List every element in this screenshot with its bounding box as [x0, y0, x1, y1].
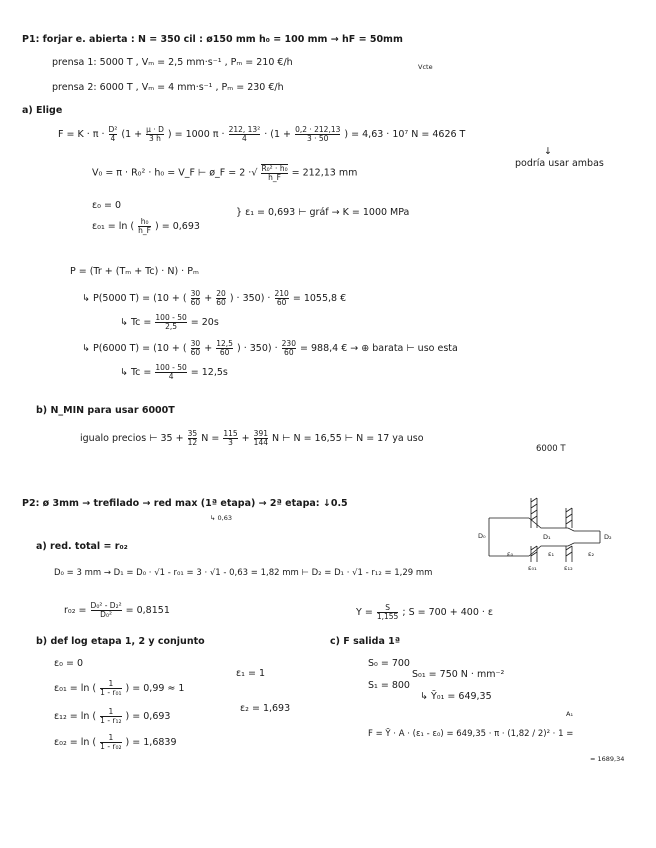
- p1-title: P1: forjar e. abierta : N = 350 cil : ø150 mm h₀ = 100 mm → hF = 50mm: [22, 34, 403, 45]
- diagram-d1-label: D₁: [543, 533, 551, 541]
- diagram-e12-label: ε₁₂: [564, 564, 573, 572]
- p2-b-e02: ε₀₂ = ln ( $\frac{1}{\text{1 - r₀₂}}$ ) = 1,6839: [54, 733, 177, 751]
- p1-price-5000: ↳ P(5000 T) = (10 + ( $\frac{30}{60}$ + $\frac{20}{60}$ ) · 350) · $\frac{210}{60}$ = 1055,8 €: [82, 289, 347, 307]
- p2-title-sub: ↳ 0,63: [210, 514, 232, 522]
- p1-b-equation: igualo precios ⊢ 35 + $\frac{35}{12}$ N = $\frac{115}{3}$ + $\frac{391}{144}$ N ⊢ N = 16,55 ⊢ N = 17 ya uso: [80, 429, 424, 447]
- p2-c-s1: S₁ = 800: [368, 680, 410, 691]
- p1-volume-formula: V₀ = π · R₀² · h₀ = V_F ⊢ ø_F = 2 ·√ $\frac{\text{R₀² · h₀}}{h\_F}$ = 212,13 mm: [92, 164, 358, 182]
- p2-c-s0: S₀ = 700: [368, 658, 410, 669]
- p1-force-formula: F = K · π · $\frac{\text{D²}}{4}$ (1 + $\frac{\mu \cdot D}{3 h}$ ) = 1000 π · $\frac{\text{212, 13²}}{4}$ · (1 + $\frac{0,2 \cdot 212,13}{3 \cdot 50}$ ) = 4,63 · 10⁷ N = 4626 T: [58, 125, 466, 143]
- p1-e01: ε₀₁ = ln ( $\frac{\text{h₀}}{h\_F}$ ) = 0,693: [92, 217, 200, 235]
- diagram-e0-label: ε₀: [507, 550, 514, 558]
- p2-c-force: F = Ȳ · A · (ε₁ - ε₀) = 649,35 · π · (1,82 / 2)² · 1 =: [368, 729, 574, 739]
- p1-price-formula: P = (Tr + (Tₘ + Tc) · N) · Pₘ: [70, 266, 199, 277]
- p2-a-label: a) red. total = r₀₂: [36, 541, 128, 552]
- p1-b-label: b) N_MIN para usar 6000T: [36, 405, 175, 416]
- p2-c-s01: S₀₁ = 750 N · mm⁻²: [412, 669, 505, 680]
- p2-b-e01: ε₀₁ = ln ( $\frac{1}{\text{1 - r₀₁}}$ ) = 0,99 ≈ 1: [54, 679, 185, 697]
- p2-b-e1: ε₁ = 1: [236, 668, 265, 679]
- p2-title: P2: ø 3mm → trefilado → red max (1ª etapa) → 2ª etapa: ↓0.5: [22, 498, 348, 509]
- p2-r02: r₀₂ = $\frac{\text{D₀² - D₂²}}{\text{D₀²}}$ = 0,8151: [64, 601, 170, 619]
- p1-a-label: a) Elige: [22, 105, 63, 116]
- p1-tc-6000: ↳ Tc = $\frac{100 - 50}{4}$ = 12,5s: [120, 363, 228, 381]
- p1-press2: prensa 2: 6000 T , Vₘ = 4 mm·s⁻¹ , Pₘ = 230 €/h: [52, 82, 284, 93]
- p2-b-e12: ε₁₂ = ln ( $\frac{1}{\text{1 - r₁₂}}$ ) = 0,693: [54, 707, 171, 725]
- p1-price-6000: ↳ P(6000 T) = (10 + ( $\frac{30}{60}$ + $\frac{12,5}{60}$ ) · 350) · $\frac{230}{60}$ = 988,4 € → ⊕ barata ⊢ uso esta: [82, 339, 458, 357]
- p1-strain-result: } ε₁ = 0,693 ⊢ gráf → K = 1000 MPa: [236, 207, 410, 218]
- p1-tc-5000: ↳ Tc = $\frac{100 - 50}{2,5}$ = 20s: [120, 313, 219, 331]
- p2-yield-formula: Y = $\frac{S}{1,155}$ ; S = 700 + 400 · ε: [356, 603, 494, 621]
- p1-force-arrow: ↓: [544, 146, 552, 157]
- p1-force-note: podría usar ambas: [515, 158, 604, 169]
- p1-b-result-6000: 6000 T: [536, 444, 566, 454]
- p1-press1: prensa 1: 5000 T , Vₘ = 2,5 mm·s⁻¹ , Pₘ = 210 €/h: [52, 57, 293, 68]
- diagram-d2-label: D₂: [604, 533, 612, 541]
- p2-c-a1: A₁: [566, 710, 574, 718]
- diagram-d0-label: D₀: [478, 532, 486, 540]
- p2-b-e0: ε₀ = 0: [54, 658, 83, 669]
- diagram-e01-label: ε₀₁: [528, 564, 537, 572]
- p2-b-e2: ε₂ = 1,693: [240, 703, 291, 714]
- p2-b-label: b) def log etapa 1, 2 y conjunto: [36, 636, 205, 647]
- p2-c-label: c) F salida 1ª: [330, 636, 401, 647]
- p2-c-result: = 1689,34: [590, 755, 625, 763]
- p1-e0: ε₀ = 0: [92, 200, 121, 211]
- p2-c-y01: ↳ Ȳ₀₁ = 649,35: [420, 691, 492, 702]
- p2-diameter-line: D₀ = 3 mm → D₁ = D₀ · √1 - r₀₁ = 3 · √1 - 0,63 = 1,82 mm ⊢ D₂ = D₁ · √1 - r₁₂ = 1,29 mm: [54, 568, 433, 578]
- diagram-e1-label: ε₁: [548, 550, 555, 558]
- diagram-e2-label: ε₂: [588, 550, 595, 558]
- p1-vcte: Vcte: [418, 63, 433, 71]
